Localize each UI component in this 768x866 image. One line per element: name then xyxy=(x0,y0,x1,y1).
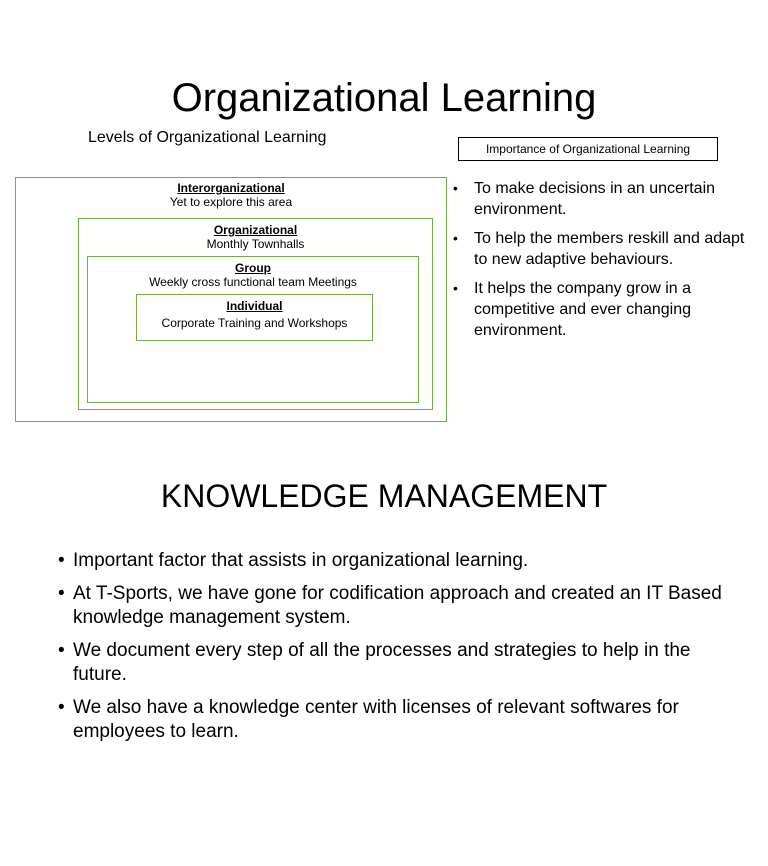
level-label-interorganizational xyxy=(15,181,447,209)
list-item: • We also have a knowledge center with licenses of relevant softwares for employees to learn. xyxy=(58,697,679,742)
list-item: • To make decisions in an uncertain environment. xyxy=(453,180,716,218)
bullet-icon: • xyxy=(58,583,65,604)
level-description: Monthly Townhalls xyxy=(206,237,305,251)
level-name: Group xyxy=(235,261,271,275)
knowledge-bullet-list xyxy=(58,549,738,753)
level-description: Corporate Training and Workshops xyxy=(161,316,348,330)
bullet-icon: • xyxy=(453,180,458,196)
level-description: Weekly cross functional team Meetings xyxy=(149,275,357,289)
level-name: Individual xyxy=(226,299,283,313)
bullet-icon: • xyxy=(58,550,65,571)
bullet-icon: • xyxy=(58,640,65,661)
level-name: Interorganizational xyxy=(177,181,285,195)
level-label-individual xyxy=(136,299,373,330)
level-name: Organizational xyxy=(213,223,298,237)
slide-title-knowledge-management: KNOWLEDGE MANAGEMENT xyxy=(160,478,608,514)
list-item: • At T-Sports, we have gone for codification approach and created an IT Based knowledge management system. xyxy=(58,583,722,628)
importance-heading-box: Importance of Organizational Learning xyxy=(458,137,718,161)
list-item: • Important factor that assists in organizational learning. xyxy=(58,550,529,571)
level-label-organizational xyxy=(78,223,433,251)
list-item: • To help the members reskill and adapt to new adaptive behaviours. xyxy=(453,230,745,268)
bullet-icon: • xyxy=(58,697,65,718)
list-item: • We document every step of all the processes and strategies to help in the future. xyxy=(58,640,691,685)
list-item: • It helps the company grow in a competitive and ever changing environment. xyxy=(453,280,692,339)
bullet-icon: • xyxy=(453,280,458,296)
level-description: Yet to explore this area xyxy=(169,195,293,209)
level-label-group xyxy=(87,261,419,289)
slide-title-organizational-learning: Organizational Learning xyxy=(171,76,597,120)
importance-bullet-list xyxy=(453,178,758,349)
levels-heading: Levels of Organizational Learning xyxy=(88,129,327,146)
bullet-icon: • xyxy=(453,230,458,246)
